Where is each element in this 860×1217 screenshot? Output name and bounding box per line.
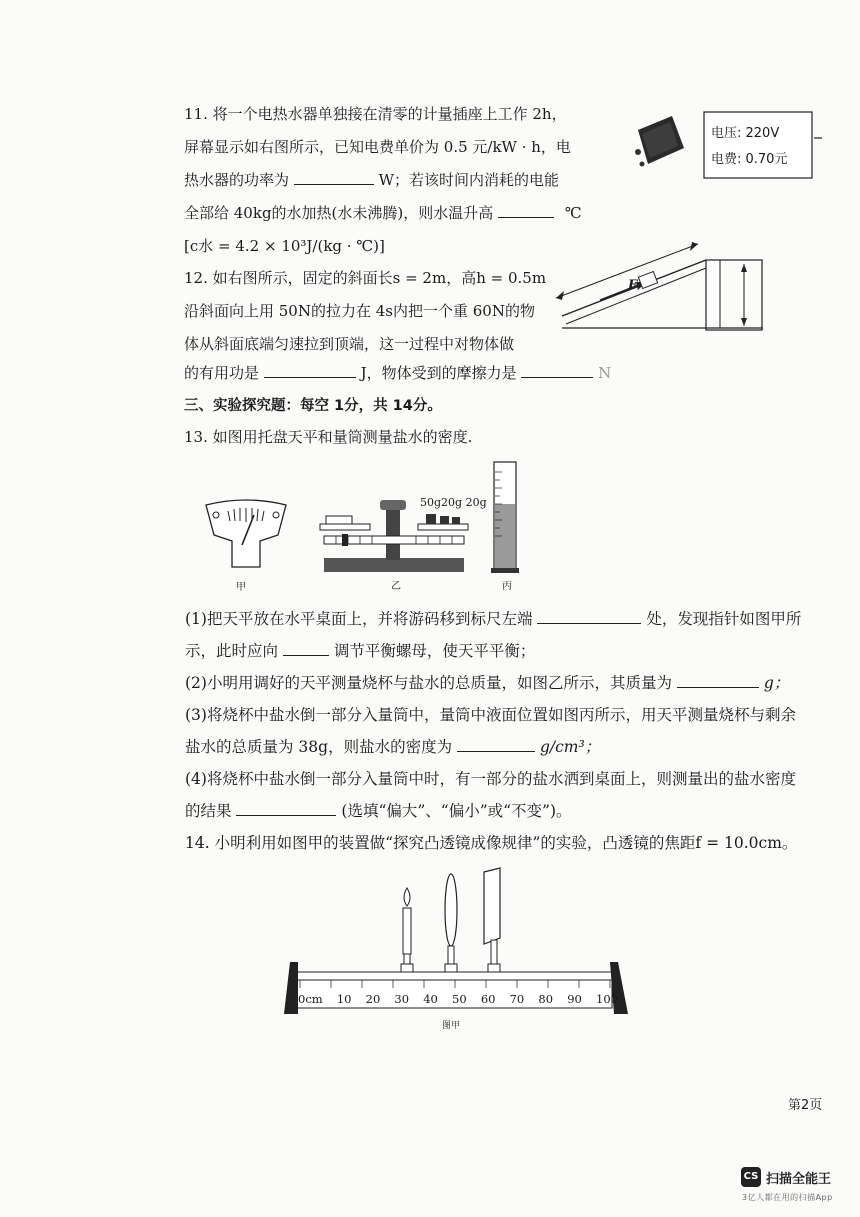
ruler-tick-90: 90 (567, 992, 582, 1006)
q11-line-4-text: 全部给 40kg的水加热(水未沸腾)，则水温升高 (184, 204, 494, 222)
q13-p4-cont-text: 的结果 (185, 802, 232, 820)
q13-p1-cont-tail: 调节平衡螺母，使天平平衡； (333, 642, 536, 660)
ruler-tick-100: 100 (596, 992, 618, 1006)
q12-line-4 (184, 363, 611, 383)
q12-line-4-mid: J，物体受到的摩擦力是 (360, 364, 517, 382)
ruler-tick-labels (298, 992, 618, 1006)
app-logo-icon: CS (741, 1167, 761, 1187)
ruler-tick-40: 40 (423, 992, 438, 1006)
q11-temperature-blank[interactable] (498, 203, 554, 218)
q12-line-3: 体从斜面底端匀速拉到顶端，这一过程中对物体做 (184, 335, 515, 353)
q13-p2-text: (2)小明用调好的天平测量烧杯与盐水的总质量，如图乙所示，其质量为 (185, 674, 672, 692)
optical-bench-figure (276, 866, 636, 1016)
q13-p3-cont-text: 盐水的总质量为 38g，则盐水的密度为 (185, 738, 453, 756)
q13-p3-unit: g/cm³； (539, 738, 601, 756)
q13-result-blank[interactable] (236, 801, 336, 816)
app-tagline: 3亿人都在用的扫描App (742, 1193, 833, 1202)
meter-fee-readout: 电费: 0.70元 (711, 152, 788, 167)
q11-line-5: [c水 = 4.2 × 10³J/(kg · ℃)] (184, 237, 385, 255)
q11-line-2: 屏幕显示如右图所示，已知电费单价为 0.5 元/kW · h，电 (184, 138, 571, 156)
q11-line-4-unit: ℃ (564, 204, 582, 222)
q11-line-3-unit: W；若该时间内消耗的电能 (378, 171, 559, 189)
q12-useful-work-blank[interactable] (264, 363, 356, 378)
q11-line-1: 11. 将一个电热水器单独接在清零的计量插座上工作 2h， (184, 105, 567, 123)
ruler-tick-20: 20 (365, 992, 381, 1006)
cylinder-graphic (490, 460, 520, 576)
q11-line-3-text: 热水器的功率为 (184, 171, 290, 189)
app-name: 扫描全能王 (766, 1172, 832, 1187)
q11-line-4 (184, 203, 582, 223)
q13-p3: (3)将烧杯中盐水倒一部分入量筒中，量筒中液面位置如图丙所示，用天平测量烧杯与剩余 (185, 706, 796, 724)
ruler-tick-10: 10 (336, 992, 352, 1006)
q12-line-1: 12. 如右图所示，固定的斜面长s = 2m，高h = 0.5m (184, 269, 547, 287)
q13-p2 (185, 673, 789, 693)
q13-p2-unit: g； (763, 674, 790, 692)
ruler-tick-30: 30 (394, 992, 410, 1006)
q11-power-blank[interactable] (294, 170, 374, 185)
incline-figure (548, 238, 768, 338)
q13-zero-mark-blank[interactable] (537, 609, 641, 624)
q14-line-1: 14. 小明利用如图甲的装置做“探究凸透镜成像规律”的实验，凸透镜的焦距f = 10.0cm。 (185, 834, 798, 852)
fig-jia-label: 甲 (236, 582, 246, 593)
q12-line-4-text: 的有用功是 (184, 364, 260, 382)
q13-p4-cont-tail: (选填“偏大”、“偏小”或“不变”)。 (341, 802, 572, 820)
q12-line-2: 沿斜面向上用 50N的拉力在 4s内把一个重 60N的物 (184, 302, 535, 320)
section-3-heading: 三、实验探究题：每空 1分，共 14分。 (184, 398, 442, 414)
ruler-tick-50: 50 (452, 992, 467, 1006)
q11-line-3 (184, 170, 559, 190)
q13-p1-cont (185, 641, 535, 661)
q12-line-4-unit: N (598, 364, 612, 382)
q13-density-blank[interactable] (457, 737, 535, 752)
page-number: 第2页 (788, 1098, 823, 1113)
q13-p1 (185, 609, 801, 629)
q13-direction-blank[interactable] (283, 641, 329, 656)
ruler-tick-80: 80 (538, 992, 554, 1006)
q13-p4-cont (185, 801, 572, 821)
q14-fig-caption: 图甲 (442, 1021, 461, 1031)
fig-pointer-scale (202, 497, 292, 577)
ruler-tick-0: 0cm (298, 992, 323, 1006)
q13-intro: 13. 如图用托盘天平和量筒测量盐水的密度. (184, 428, 473, 446)
q13-mass-blank[interactable] (677, 673, 759, 688)
meter-figure (632, 108, 822, 188)
q13-p1-tail: 处，发现指针如图甲所 (646, 610, 802, 628)
fig-bing-label: 丙 (502, 581, 512, 592)
ruler-tick-70: 70 (509, 992, 525, 1006)
meter-voltage-readout: 电压: 220V (711, 126, 780, 141)
q13-p4: (4)将烧杯中盐水倒一部分入量筒中时，有一部分的盐水洒到桌面上，则测量出的盐水密度 (185, 770, 796, 788)
q12-friction-blank[interactable] (521, 363, 593, 378)
incline-diagram (548, 238, 768, 338)
fig-cylinder (490, 460, 520, 576)
pointer-scale-graphic (202, 497, 292, 577)
q13-p3-cont (185, 737, 600, 757)
ruler-tick-60: 60 (480, 992, 496, 1006)
weights-label: 50g20g 20g (420, 496, 487, 509)
q13-p1-text: (1)把天平放在水平桌面上，并将游码移到标尺左端 (185, 610, 533, 628)
fig-yi-label: 乙 (391, 581, 401, 592)
force-label: F (628, 278, 638, 293)
q13-p1-cont-text: 示，此时应向 (185, 642, 279, 660)
